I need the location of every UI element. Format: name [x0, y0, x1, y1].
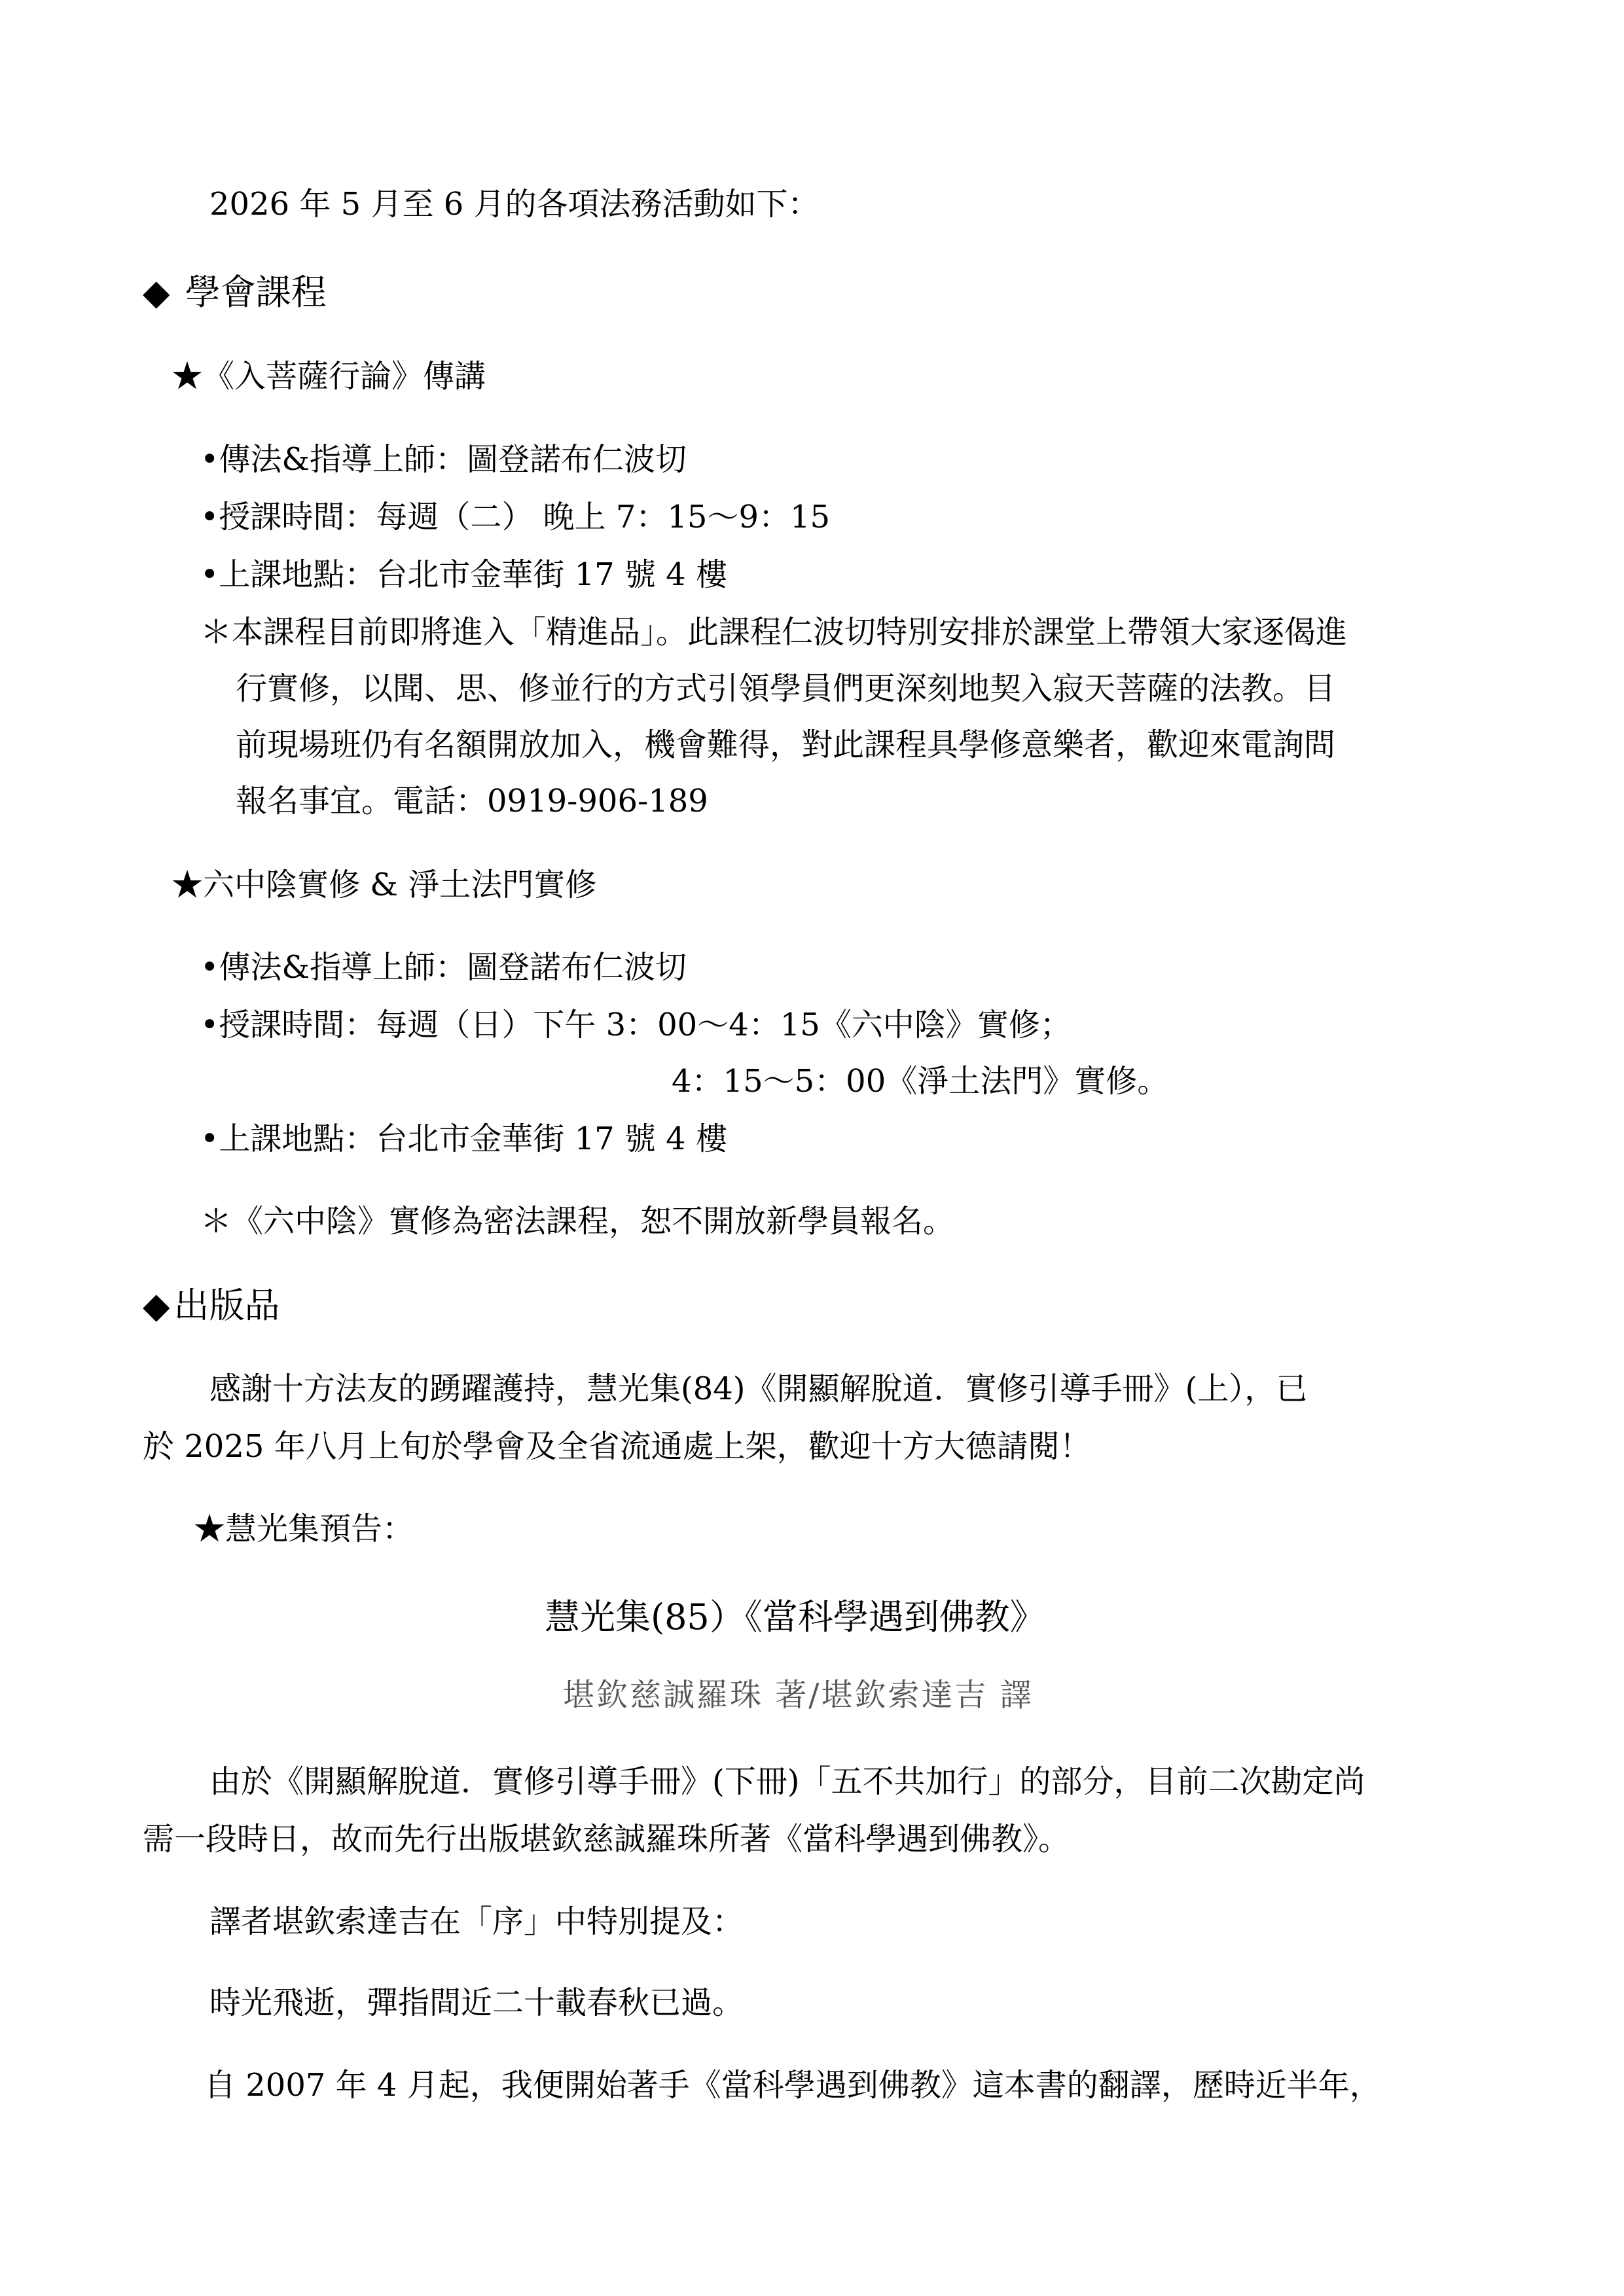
course-bullet: •授課時間：每週（日）下午 3：00～4：15《六中陰》實修； — [200, 1007, 1072, 1043]
section-title: 出版品 — [173, 1285, 280, 1326]
intro-text: 2026 年 5 月至 6 月的各項法務活動如下： — [209, 186, 820, 223]
course-bullet-continuation: 4：15～5：00《淨土法門》實修。 — [672, 1063, 1169, 1100]
paragraph-line: 於 2025 年八月上旬於學會及全省流通處上架，歡迎十方大德請閱！ — [143, 1428, 1091, 1465]
paragraph-line: 感謝十方法友的踴躍護持，慧光集(84)《開顯解脫道．實修引導手冊》(上），已 — [209, 1371, 1308, 1407]
paragraph-line: 譯者堪欽索達吉在「序」中特別提及： — [209, 1903, 744, 1940]
course-bullet: •授課時間：每週（二） 晚上 7：15～9：15 — [200, 499, 831, 535]
paragraph-line: 需一段時日，故而先行出版堪欽慈誠羅珠所著《當科學遇到佛教》。 — [143, 1821, 1070, 1857]
book-author: 堪欽慈誠羅珠 著/堪欽索達吉 譯 — [563, 1677, 1034, 1713]
paragraph-line: 由於《開顯解脫道．實修引導手冊》(下冊)「五不共加行」的部分，目前二次勘定尚 — [209, 1763, 1365, 1800]
course-bullet: •傳法&指導上師：圖登諾布仁波切 — [200, 441, 687, 478]
course-note-line: 前現場班仍有名額開放加入，機會難得，對此課程具學修意樂者，歡迎來電詢問 — [236, 726, 1336, 763]
course-note-line: ＊本課程目前即將進入「精進品」。此課程仁波切特別安排於課堂上帶領大家逐偈進 — [200, 614, 1348, 651]
book-title: 慧光集(85）《當科學遇到佛教》 — [545, 1596, 1045, 1638]
diamond-icon: ◆ — [143, 272, 170, 313]
course-note-line: 行實修，以聞、思、修並行的方式引領學員們更深刻地契入寂天菩薩的法教。目 — [236, 670, 1336, 707]
course-note-line: 報名事宜。電話：0919-906-189 — [236, 783, 708, 819]
course-heading: ★六中陰實修 & 淨土法門實修 — [171, 867, 597, 903]
section-heading-publications — [143, 1284, 280, 1327]
course-bullet: •上課地點：台北市金華街 17 號 4 樓 — [200, 556, 727, 593]
course-bullet: •傳法&指導上師：圖登諾布仁波切 — [200, 949, 687, 986]
section-heading-courses — [143, 271, 327, 314]
paragraph-line: 時光飛逝，彈指間近二十載春秋已過。 — [209, 1984, 744, 2021]
course-bullet: •上課地點：台北市金華街 17 號 4 樓 — [200, 1121, 727, 1157]
course-note: ＊《六中陰》實修為密法課程，恕不開放新學員報名。 — [200, 1203, 955, 1240]
section-title: 學會課程 — [185, 272, 327, 313]
preview-heading: ★慧光集預告： — [194, 1511, 414, 1547]
paragraph-line: 自 2007 年 4 月起，我便開始著手《當科學遇到佛教》這本書的翻譯，歷時近半年， — [204, 2067, 1381, 2104]
course-heading: ★《入菩薩行論》傳講 — [171, 358, 486, 395]
diamond-icon: ◆ — [143, 1285, 170, 1326]
